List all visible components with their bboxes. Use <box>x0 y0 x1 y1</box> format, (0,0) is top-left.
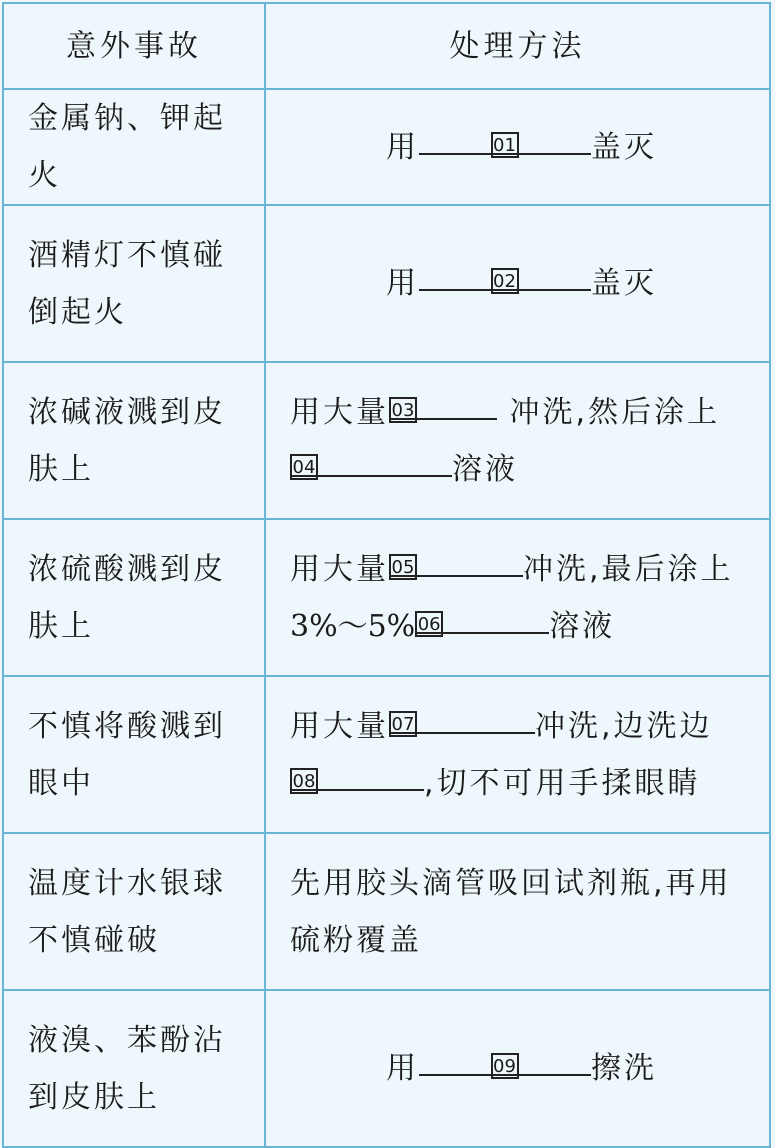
answer-blank[interactable] <box>389 698 535 734</box>
blank-number: 03 <box>389 397 417 423</box>
blank-number: 06 <box>415 611 443 637</box>
method-text: 用 <box>386 1051 419 1086</box>
answer-blank[interactable] <box>389 541 523 577</box>
method-text: 冲洗,最后涂上 <box>523 551 734 587</box>
blank-number: 04 <box>290 454 318 480</box>
method-text: 溶液 <box>452 451 518 487</box>
method-text: 盖灭 <box>591 266 657 301</box>
percent-text: 3%～5% <box>290 608 416 644</box>
answer-blank[interactable] <box>290 441 452 477</box>
table-row <box>3 205 770 362</box>
accident-cell: 浓硫酸溅到皮肤上 <box>3 519 265 676</box>
table-row <box>3 990 770 1147</box>
table-row <box>3 89 770 205</box>
answer-blank[interactable] <box>415 598 549 634</box>
accident-table <box>2 2 771 1148</box>
method-text: 溶液 <box>549 608 616 644</box>
accident-cell: 金属钠、钾起火 <box>3 89 265 205</box>
method-text: 用大量 <box>290 708 389 744</box>
method-cell <box>265 676 770 833</box>
blank-number: 01 <box>491 132 519 158</box>
method-text: 用大量 <box>290 551 389 587</box>
blank-number: 08 <box>290 768 318 794</box>
method-text: 用 <box>386 129 419 165</box>
table-row <box>3 676 770 833</box>
blank-number: 07 <box>389 711 417 737</box>
method-cell <box>265 990 770 1147</box>
accident-cell: 浓碱液溅到皮肤上 <box>3 362 265 519</box>
answer-blank[interactable] <box>419 119 591 155</box>
table-header-row <box>3 3 770 89</box>
table-row <box>3 833 770 990</box>
method-cell <box>265 205 770 362</box>
method-cell <box>265 89 770 205</box>
blank-number: 02 <box>491 268 519 294</box>
method-text: 冲洗,边洗边 <box>535 708 713 744</box>
answer-blank[interactable] <box>290 755 424 791</box>
accident-cell: 液溴、苯酚沾到皮肤上 <box>3 990 265 1147</box>
blank-number: 05 <box>389 554 417 580</box>
accident-cell: 温度计水银球不慎碰破 <box>3 833 265 990</box>
header-accident: 意外事故 <box>3 3 265 89</box>
table-row <box>3 362 770 519</box>
method-text: 用大量 <box>290 394 389 430</box>
header-method: 处理方法 <box>265 3 770 89</box>
answer-blank[interactable] <box>389 384 497 420</box>
method-cell <box>265 519 770 676</box>
answer-blank[interactable] <box>419 255 591 291</box>
accident-cell: 不慎将酸溅到眼中 <box>3 676 265 833</box>
table-row <box>3 519 770 676</box>
method-cell <box>265 362 770 519</box>
method-text: 用 <box>386 266 419 301</box>
answer-blank[interactable] <box>419 1040 591 1076</box>
method-text: ,切不可用手揉眼睛 <box>424 765 701 801</box>
method-text: 盖灭 <box>591 129 657 165</box>
method-text: 擦洗 <box>591 1051 657 1086</box>
accident-cell: 酒精灯不慎碰倒起火 <box>3 205 265 362</box>
method-text: 冲洗,然后涂上 <box>509 394 721 430</box>
method-cell: 先用胶头滴管吸回试剂瓶,再用硫粉覆盖 <box>265 833 770 990</box>
blank-number: 09 <box>491 1053 519 1079</box>
